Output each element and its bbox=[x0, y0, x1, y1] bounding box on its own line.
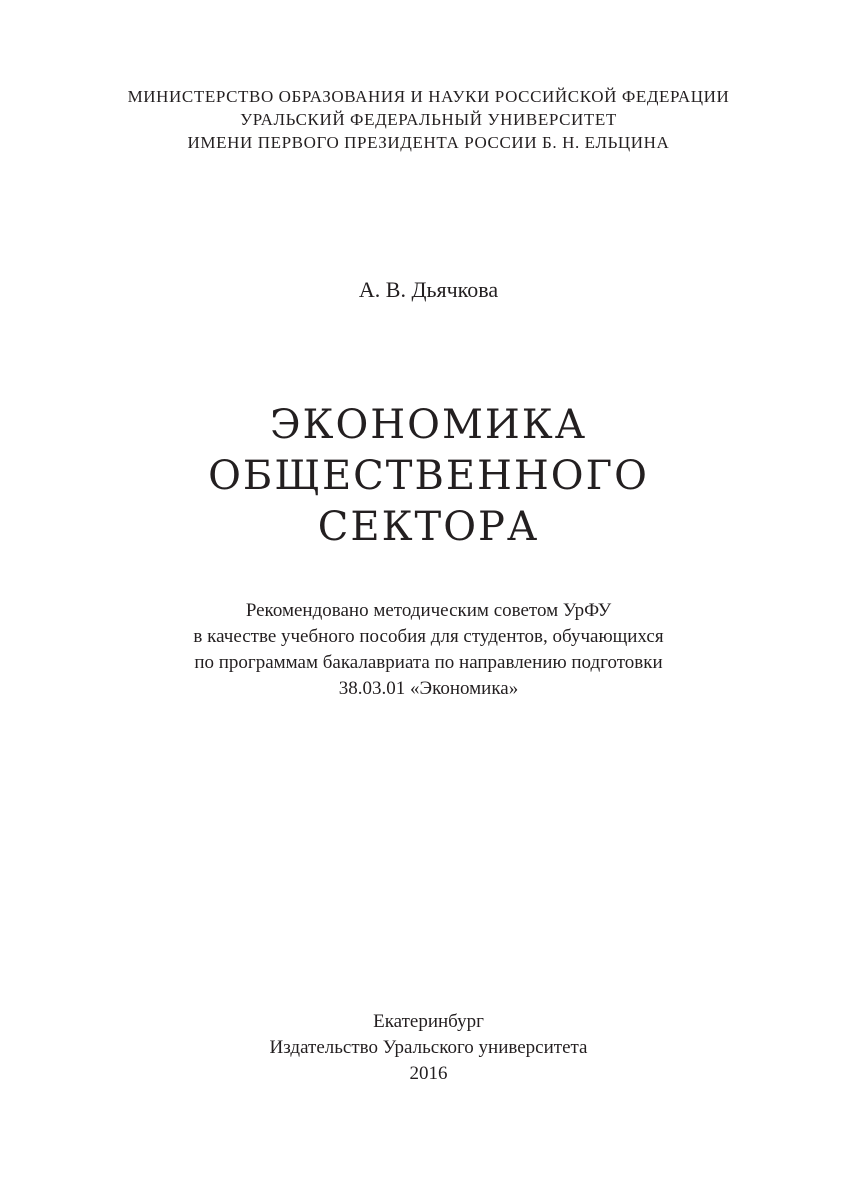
ministry-line: МИНИСТЕРСТВО ОБРАЗОВАНИЯ И НАУКИ РОССИЙСКОЙ ФЕДЕРАЦИИ bbox=[127, 87, 730, 106]
recommendation-line-4: 38.03.01 «Экономика» bbox=[338, 678, 519, 699]
imprint-year: 2016 bbox=[409, 1063, 448, 1084]
author-name: А. В. Дьячкова bbox=[358, 277, 499, 302]
institution-header bbox=[0, 85, 857, 154]
university-line: УРАЛЬСКИЙ ФЕДЕРАЛЬНЫЙ УНИВЕРСИТЕТ bbox=[240, 110, 617, 129]
recommendation-line-1: Рекомендовано методическим советом УрФУ bbox=[245, 600, 612, 621]
title-line-3: СЕКТОРА bbox=[317, 504, 540, 550]
recommendation-line-2: в качестве учебного пособия для студентов, обучающихся bbox=[193, 626, 664, 647]
recommendation-line-3: по программам бакалавриата по направлению подготовки bbox=[194, 652, 663, 673]
imprint-city: Екатеринбург bbox=[373, 1011, 484, 1032]
imprint bbox=[0, 1009, 857, 1087]
title-line-1: ЭКОНОМИКА bbox=[269, 402, 588, 448]
recommendation-text bbox=[0, 598, 857, 702]
book-title bbox=[0, 400, 857, 553]
university-name-line: ИМЕНИ ПЕРВОГО ПРЕЗИДЕНТА РОССИИ Б. Н. ЕЛЬЦИНА bbox=[187, 133, 670, 152]
imprint-publisher: Издательство Уральского университета bbox=[269, 1037, 588, 1058]
title-line-2: ОБЩЕСТВЕННОГО bbox=[208, 453, 649, 499]
